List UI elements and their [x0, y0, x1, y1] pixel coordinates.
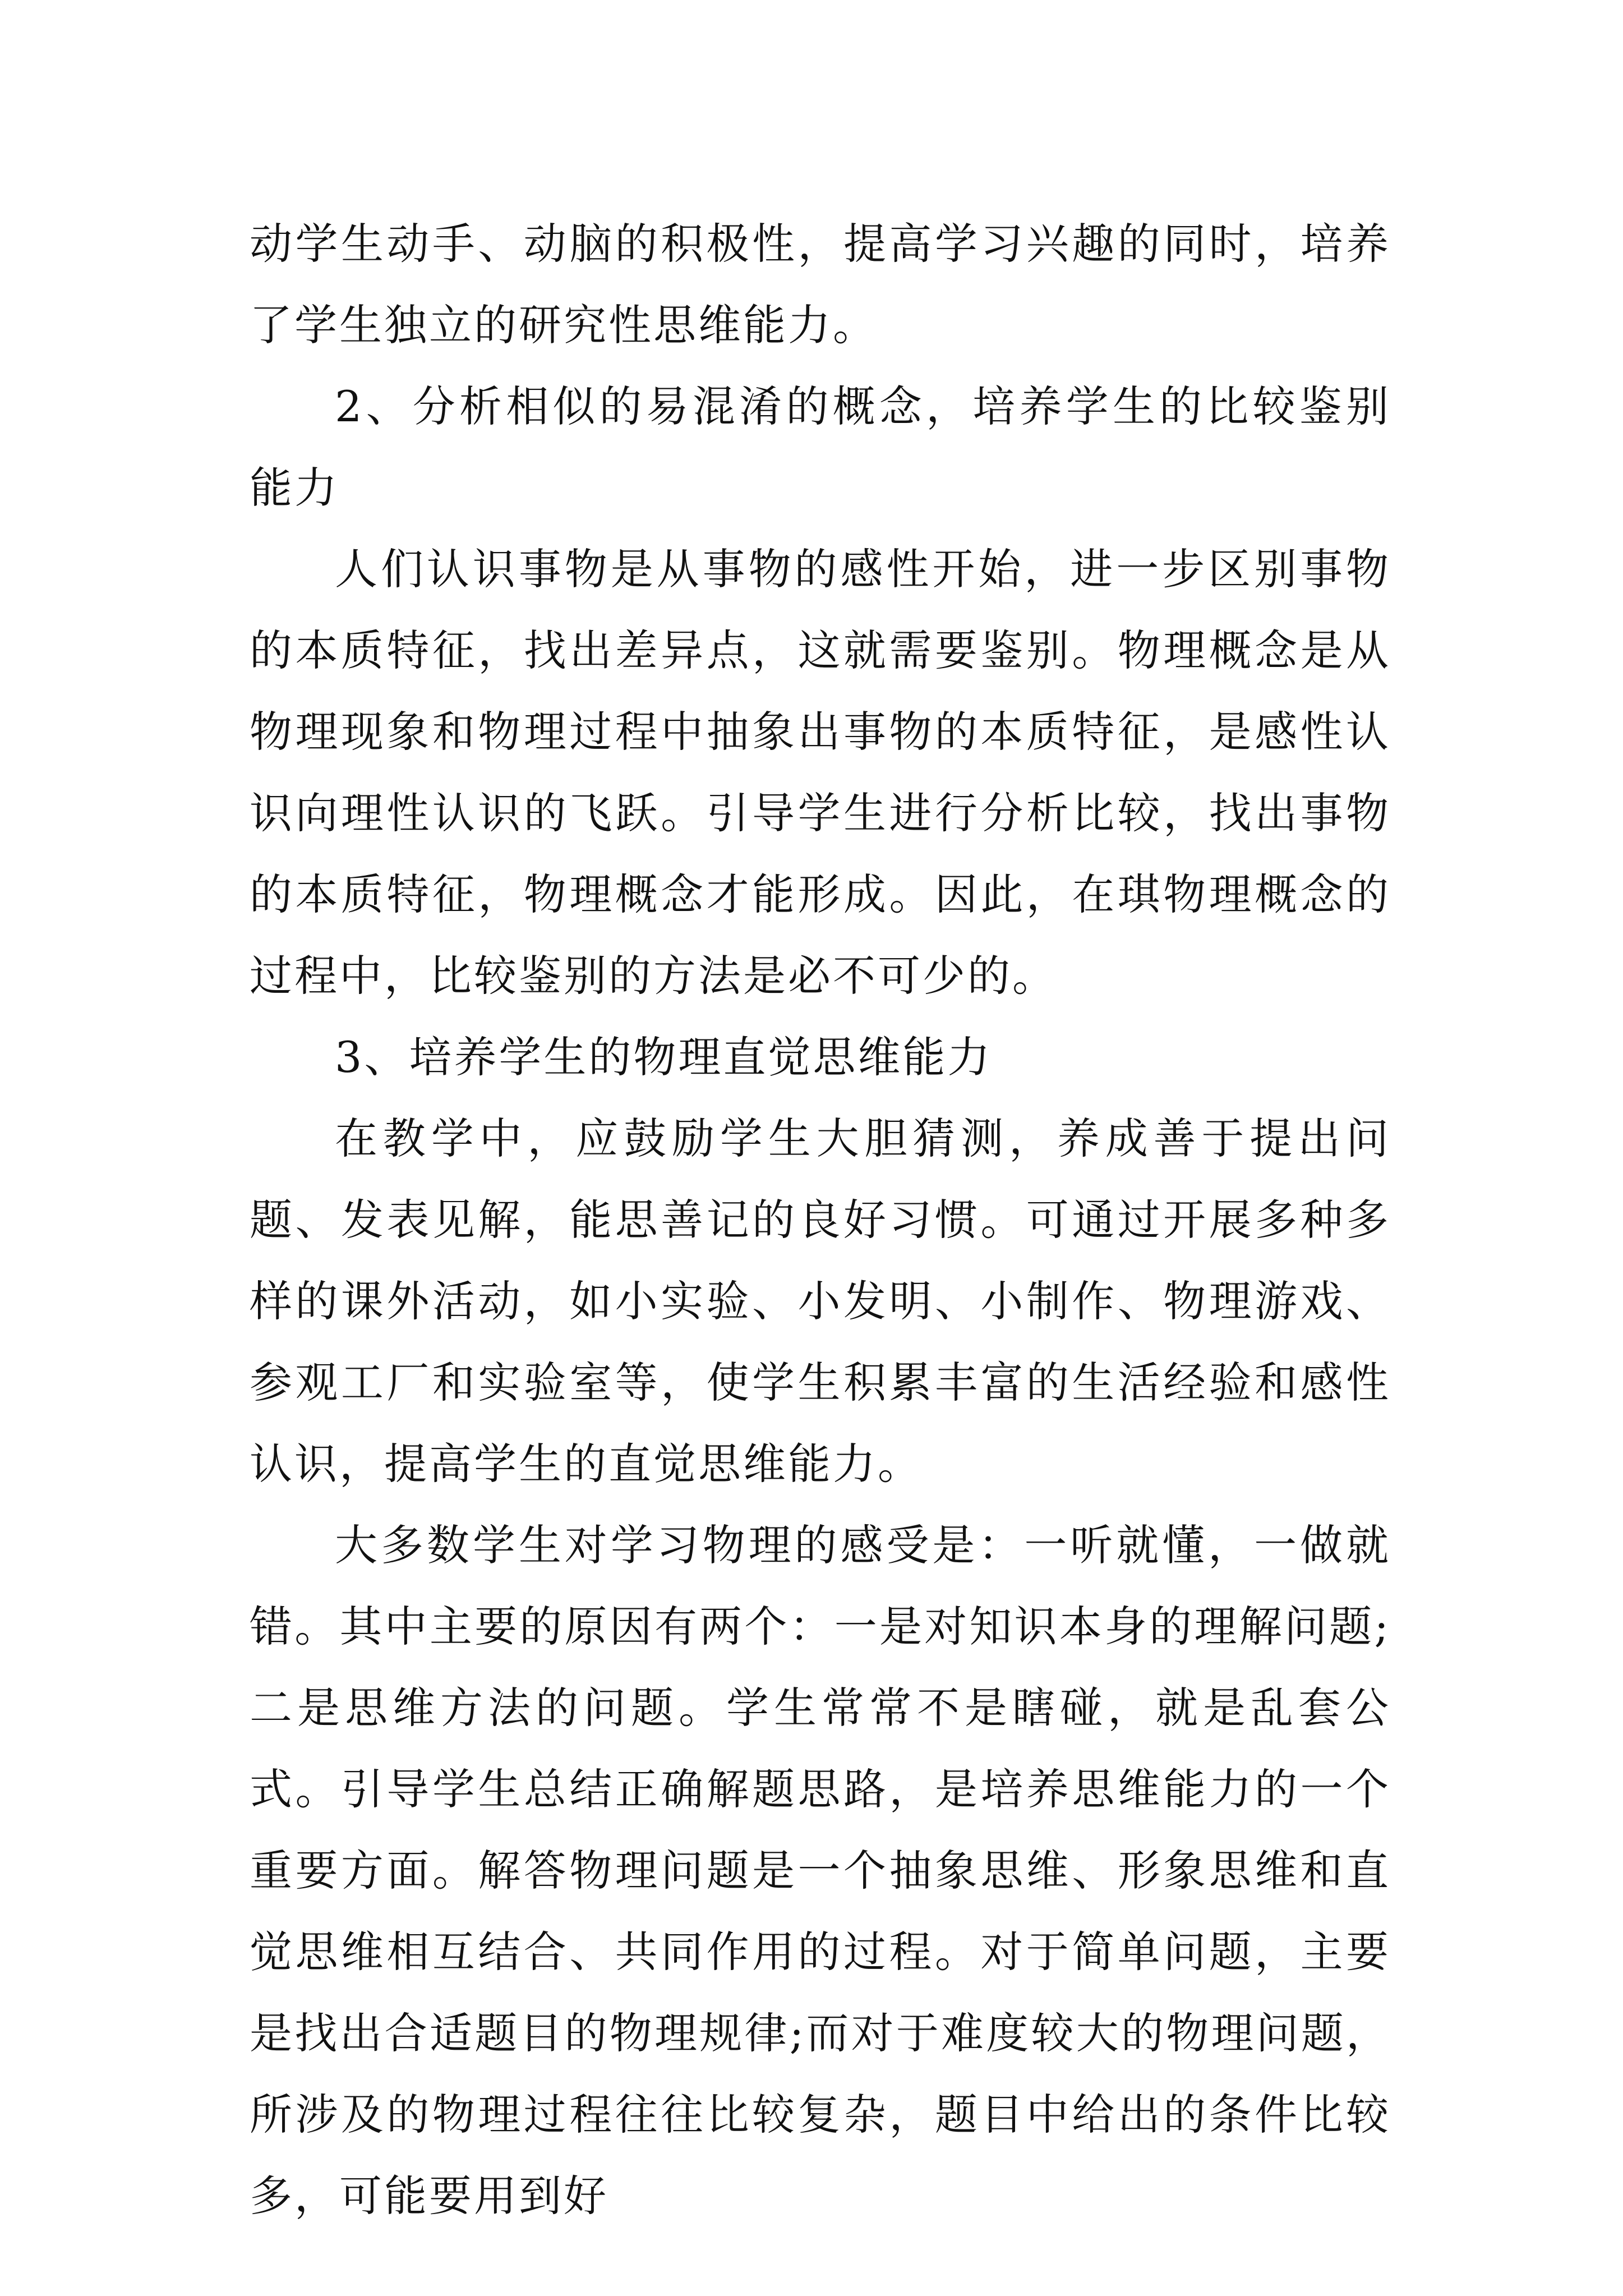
document-body — [250, 203, 1391, 2237]
section-heading-2: 2、分析相似的易混淆的概念，培养学生的比较鉴别能力 — [250, 381, 1391, 513]
section-heading-3: 3、培养学生的物理直觉思维能力 — [335, 1032, 993, 1082]
paragraph-concept-discrimination: 人们认识事物是从事物的感性开始，进一步区别事物的本质特征，找出差异点，这就需要鉴别。物理概念是从物理现象和物理过程中抽象出事物的本质特征，是感性认识向理性认识的飞跃。引导学生进行分析比较，找出事物的本质特征，物理概念才能形成。因此，在琪物理概念的过程中，比较鉴别的方法是必不可少的。 — [250, 544, 1391, 1001]
paragraph-problem-solving: 大多数学生对学习物理的感受是：一听就懂，一做就错。其中主要的原因有两个：一是对知识本身的理解问题;二是思维方法的问题。学生常常不是瞎碰，就是乱套公式。引导学生总结正确解题思路，是培养思维能力的一个重要方面。解答物理问题是一个抽象思维、形象思维和直觉思维相互结合、共同作用的过程。对于简单问题，主要是找出合适题目的物理规律;而对于难度较大的物理问题，所涉及的物理过程往往比较复杂，题目中给出的条件比较多，可能要用到好 — [250, 1520, 1391, 2221]
paragraph-continuation: 动学生动手、动脑的积极性，提高学习兴趣的同时，培养了学生独立的研究性思维能力。 — [250, 219, 1391, 350]
paragraph-intuitive-thinking: 在教学中，应鼓励学生大胆猜测，养成善于提出问题、发表见解，能思善记的良好习惯。可通过开展多种多样的课外活动，如小实验、小发明、小制作、物理游戏、参观工厂和实验室等，使学生积累丰富的生活经验和感性认识，提高学生的直觉思维能力。 — [250, 1114, 1391, 1489]
